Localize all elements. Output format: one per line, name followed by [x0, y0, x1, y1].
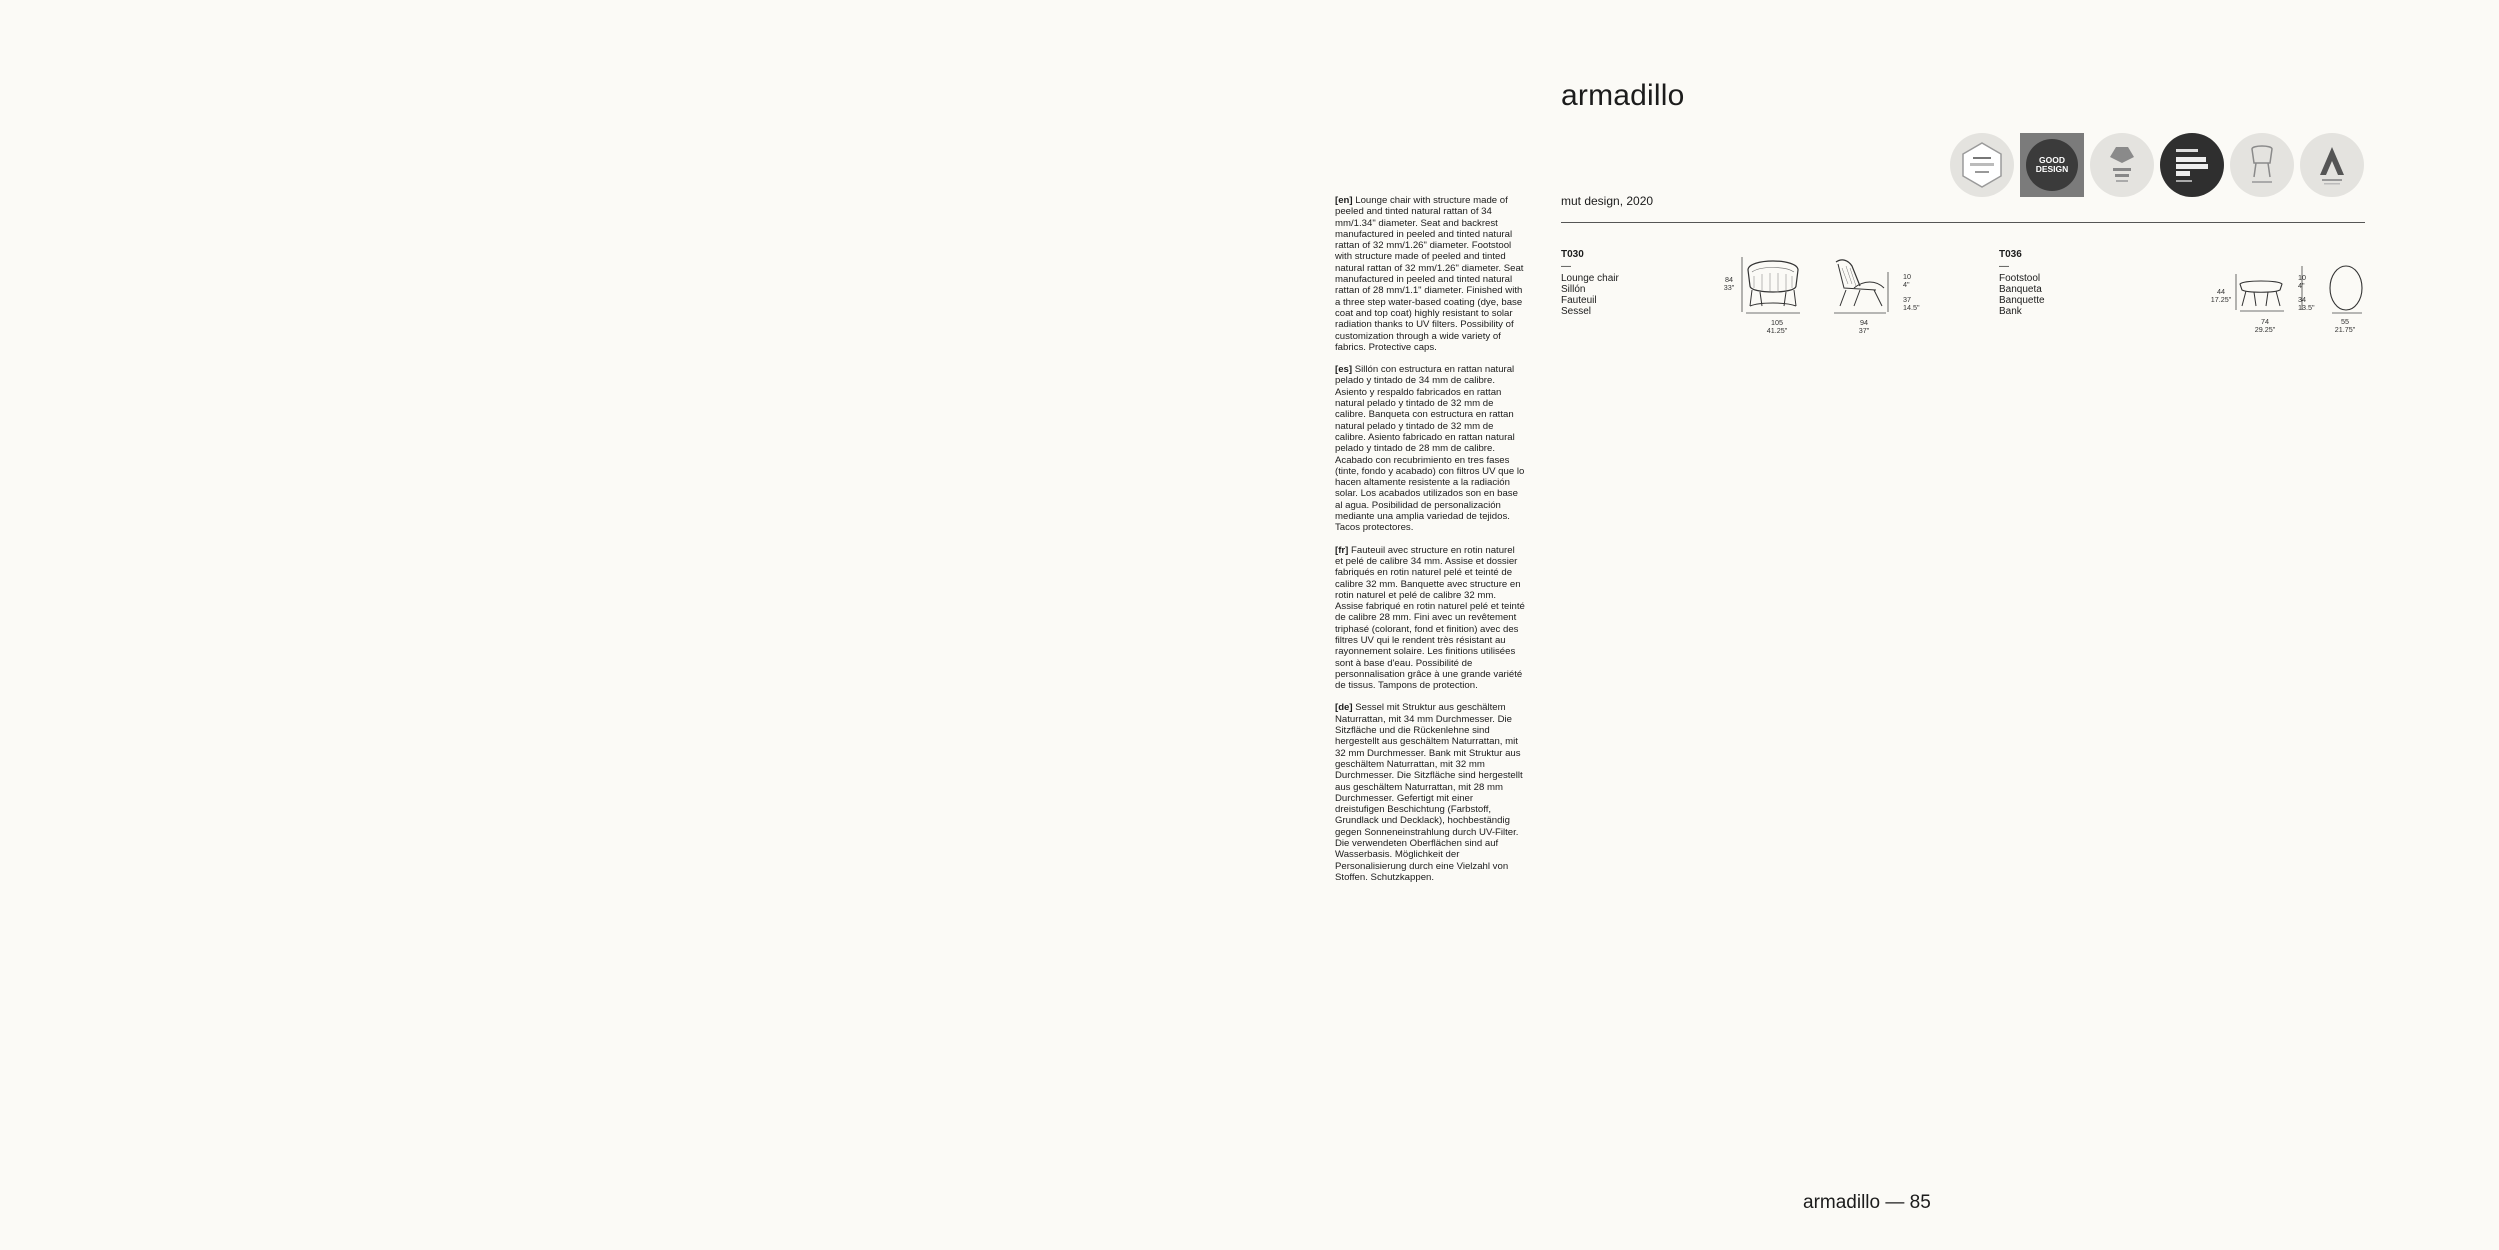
footstool-front-drawing	[2234, 270, 2288, 316]
product-description	[1335, 195, 1525, 894]
architizer-award-badge	[1950, 133, 2014, 197]
product-name-en: Footstool	[1999, 272, 2041, 284]
lounge-chair-width-dim: 105 41.25"	[1766, 318, 1788, 335]
furniture-award-badge	[2230, 133, 2294, 197]
lounge-chair-depth-dim: 94 37"	[1858, 318, 1870, 335]
footstool-width-dim: 74 29.25"	[2254, 317, 2276, 334]
product-lounge-chair	[1561, 249, 1619, 318]
description-en: [en] Lounge chair with structure made of peeled and tinted natural rattan of 34 mm/1.34" diameter. Seat and backrest manufactured in peeled and tinted natural rattan of 32 mm/1.26" diameter. Footstool with structure made of peeled and tinted natural rattan of 32 mm/1.26" diameter. Seat manufactured in peeled and tinted natural rattan of 28 mm/1.1" diameter. Finished with a three step water-based coating (dye, base coat and top coat) highly resistant to solar radiation thanks to UV filters. Possibility of customization through a wide variety of fabrics. Protective caps.	[1335, 195, 1524, 353]
product-name-fr: Fauteuil	[1561, 295, 1597, 307]
lounge-chair-height-dim: 84 33"	[1723, 275, 1735, 292]
product-code: T030	[1561, 249, 1584, 260]
product-name-es: Banqueta	[1999, 283, 2042, 295]
divider	[1561, 222, 2365, 223]
footstool-height-dim: 44 17.25"	[2210, 287, 2232, 304]
product-footstool	[1999, 249, 2045, 318]
good-design-award-badge: GOOD DESIGN	[2020, 133, 2084, 197]
product-dash: —	[1561, 261, 1571, 273]
lounge-chair-seat-dim: 37 14.5"	[1903, 295, 1920, 312]
description-fr: [fr] Fauteuil avec structure en rotin naturel et pelé de calibre 34 mm. Assise et dossier fabriqués en rotin naturel pelé et teinté de calibre 32 mm. Banquette avec structure en rotin naturel et pelé de calibre 32 mm. Assise fabriqué en rotin naturel pelé et teinté de calibre 28 mm. Fini avec un revêtement triphasé (colorant, fond et finition) avec des filtres UV qui le rendent très résistant au rayonnement solaire. Les finitions utilisées sont à base d'eau. Possibilité de personnalisation grâce à une grande variété de tissus. Tampons de protection.	[1335, 544, 1525, 692]
a-design-award-badge	[2300, 133, 2364, 197]
page-title: armadillo	[1561, 79, 1685, 112]
lounge-chair-side-drawing	[1830, 256, 1890, 316]
product-code: T036	[1999, 249, 2022, 260]
product-dash: —	[1999, 261, 2009, 273]
product-name-de: Sessel	[1561, 306, 1592, 318]
page-footer: armadillo — 85	[1803, 1192, 1931, 1213]
product-name-fr: Banquette	[1999, 295, 2045, 307]
footstool-depth-dim: 55 21.75"	[2334, 317, 2356, 334]
awards-row	[1950, 133, 2364, 197]
green-product-award-badge	[2090, 133, 2154, 197]
wallpaper-design-awards-badge	[2160, 133, 2224, 197]
description-de: [de] Sessel mit Struktur aus geschältem Naturrattan, mit 34 mm Durchmesser. Die Sitzfläche und die Rückenlehne sind hergestellt aus geschältem Naturrattan, mit 32 mm Durchmesser. Bank mit Struktur aus geschältem Naturrattan, mit 32 mm Durchmesser. Die Sitzfläche sind hergestellt aus geschältem Naturrattan, mit 28 mm Durchmesser. Gefertigt mit einer dreistufigen Beschichtung (Farbstoff, Grundlack und Decklack), hochbeständig gegen Sonneneinstrahlung durch UV-Filter. Die verwendeten Oberflächen sind auf Wasserbasis. Möglichkeit der Personalisierung durch eine Vielzahl von Stoffen. Schutzkappen.	[1335, 702, 1523, 883]
product-name-es: Sillón	[1561, 283, 1586, 295]
designer-credit: mut design, 2020	[1561, 194, 1654, 208]
lounge-chair-front-drawing	[1740, 256, 1804, 316]
footstool-seat-dim: 34 13.5"	[2298, 295, 2315, 312]
lounge-chair-top-dim: 10 4"	[1903, 272, 1911, 289]
footstool-top-dim: 10 4"	[2298, 273, 2306, 290]
description-es: [es] Sillón con estructura en rattan natural pelado y tintado de 34 mm de calibre. Asiento y respaldo fabricados en rattan natural pelado y tintado de 32 mm de calibre. Banqueta con estructura en rattan natural pelado y tintado de 32 mm de calibre. Asiento fabricado en rattan natural pelado y tintado de 28 mm de calibre. Acabado con recubrimiento en tres fases (tinte, fondo y acabado) con filtros UV que lo hacen altamente resistente a la radiación solar. Los acabados utilizados son en base al agua. Posibilidad de personalización mediante una amplia variedad de tejidos. Tacos protectores.	[1335, 364, 1525, 534]
product-name-en: Lounge chair	[1561, 272, 1619, 284]
product-name-de: Bank	[1999, 306, 2022, 318]
